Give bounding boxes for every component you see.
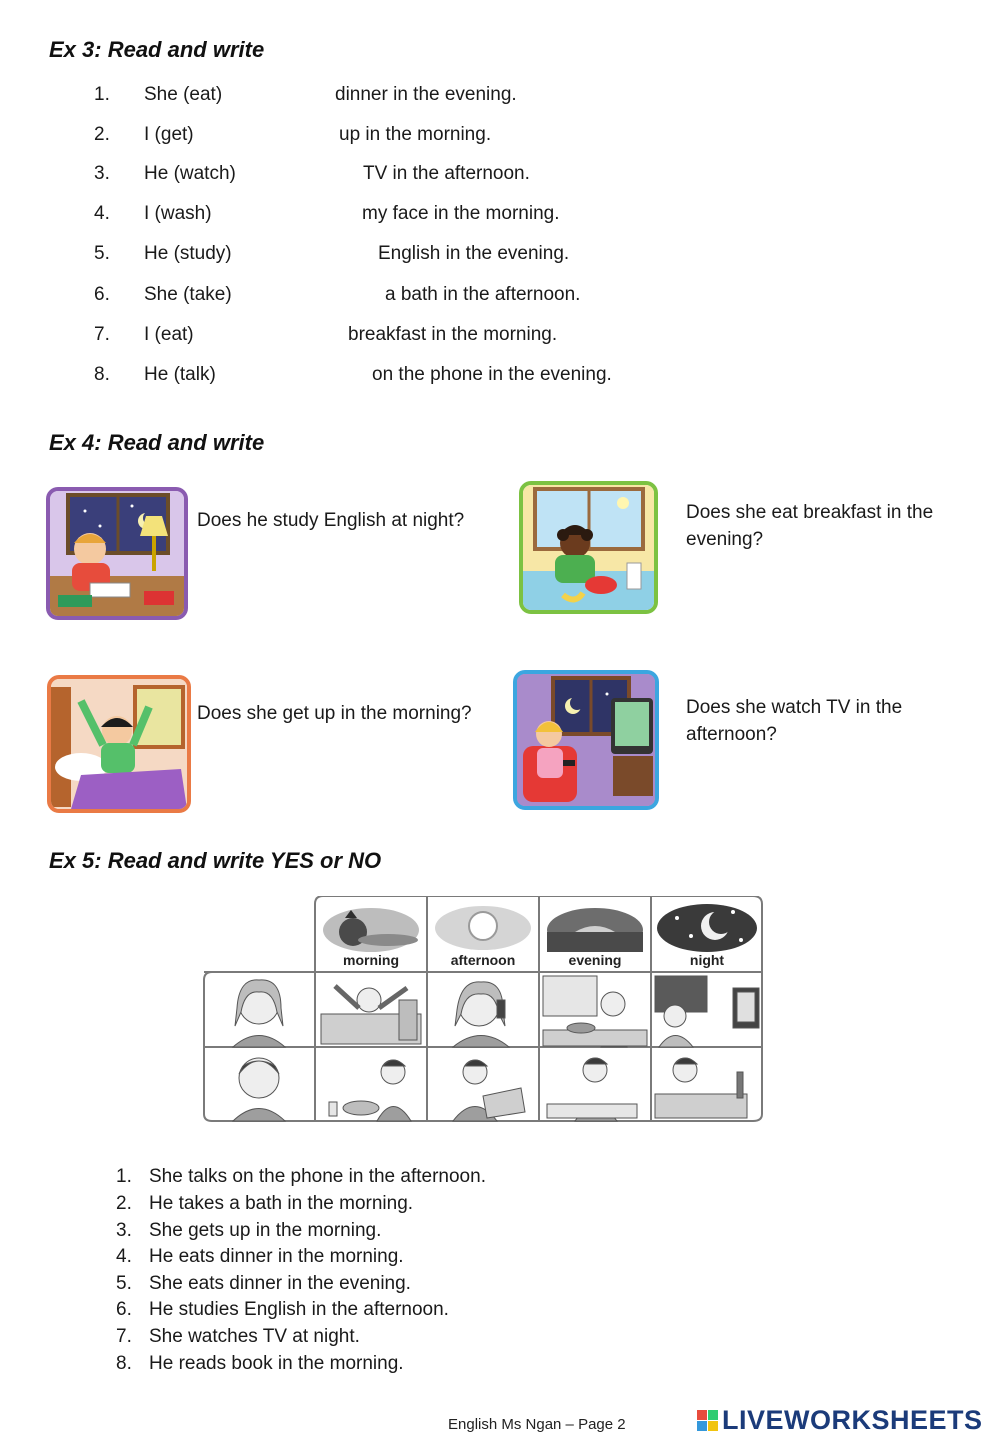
ex5-item-1: She talks on the phone in the afternoon. <box>149 1166 486 1187</box>
ex4-question-2 <box>686 499 933 553</box>
ex3-rest-4: my face in the morning. <box>362 203 560 224</box>
ex3-rest-5: English in the evening. <box>378 243 570 264</box>
ex3-title: Ex 3: Read and write <box>49 37 265 62</box>
ex5-item-4: He eats dinner in the morning. <box>149 1246 404 1267</box>
girl-watching-tv-picture <box>513 670 659 810</box>
ex5-num-3: 3. <box>116 1220 132 1241</box>
liveworksheets-logo-icon <box>697 1410 719 1434</box>
girl-getting-up-picture <box>47 675 191 813</box>
ex3-subject-5: He (study) <box>144 243 232 264</box>
ex5-num-2: 2. <box>116 1193 132 1214</box>
ex3-rest-7: breakfast in the morning. <box>348 324 558 345</box>
ex3-num-4: 4. <box>94 203 110 224</box>
ex4-q3-line1: Does she get up in the morning? <box>197 703 472 724</box>
ex5-num-1: 1. <box>116 1166 132 1187</box>
time-label-evening: evening <box>568 952 622 968</box>
ex4-title: Ex 4: Read and write <box>49 430 265 455</box>
ex3-num-1: 1. <box>94 84 110 105</box>
ex3-subject-8: He (talk) <box>144 364 216 385</box>
ex4-q1-line1: Does he study English at night? <box>197 510 465 531</box>
ex5-num-6: 6. <box>116 1299 132 1320</box>
girl-breakfast-picture <box>519 481 658 614</box>
ex3-rest-2: up in the morning. <box>339 124 492 145</box>
ex5-num-7: 7. <box>116 1326 132 1347</box>
ex4-q4-line2: afternoon? <box>686 724 777 745</box>
ex3-num-2: 2. <box>94 124 110 145</box>
ex5-item-6: He studies English in the afternoon. <box>149 1299 449 1320</box>
ex3-subject-4: I (wash) <box>144 203 212 224</box>
ex4-q2-line2: evening? <box>686 529 764 550</box>
ex5-num-4: 4. <box>116 1246 132 1267</box>
ex3-num-3: 3. <box>94 163 110 184</box>
ex5-item-5: She eats dinner in the evening. <box>149 1273 411 1294</box>
ex5-item-7: She watches TV at night. <box>149 1326 360 1347</box>
ex4-q4-line1: Does she watch TV in the <box>686 697 903 718</box>
ex4-question-3 <box>197 700 472 727</box>
ex5-title: Ex 5: Read and write YES or NO <box>49 848 382 873</box>
ex5-item-2: He takes a bath in the morning. <box>149 1193 414 1214</box>
ex3-subject-6: She (take) <box>144 284 232 305</box>
ex4-question-4 <box>686 694 902 748</box>
ex4-question-1 <box>197 507 464 534</box>
ex5-num-8: 8. <box>116 1353 132 1374</box>
time-label-night: night <box>689 952 725 968</box>
ex3-subject-2: I (get) <box>144 124 194 145</box>
ex3-num-6: 6. <box>94 284 110 305</box>
page-footer-label: English Ms Ngan – Page 2 <box>448 1416 626 1433</box>
ex3-rest-8: on the phone in the evening. <box>372 364 612 385</box>
ex3-num-7: 7. <box>94 324 110 345</box>
daily-schedule-grid <box>203 896 763 1122</box>
ex5-item-8: He reads book in the morning. <box>149 1353 404 1374</box>
ex4-q2-line1: Does she eat breakfast in the <box>686 502 934 523</box>
liveworksheets-brand: LIVEWORKSHEETS <box>722 1405 983 1435</box>
ex3-rest-1: dinner in the evening. <box>335 84 517 105</box>
ex3-num-8: 8. <box>94 364 110 385</box>
ex3-rest-3: TV in the afternoon. <box>363 163 530 184</box>
ex3-subject-1: She (eat) <box>144 84 223 105</box>
ex3-subject-3: He (watch) <box>144 163 236 184</box>
boy-studying-picture <box>46 487 188 620</box>
time-label-afternoon: afternoon <box>450 952 516 968</box>
ex5-num-5: 5. <box>116 1273 132 1294</box>
ex5-item-3: She gets up in the morning. <box>149 1220 382 1241</box>
time-label-morning: morning <box>343 952 399 968</box>
ex3-subject-7: I (eat) <box>144 324 194 345</box>
ex3-num-5: 5. <box>94 243 110 264</box>
ex3-rest-6: a bath in the afternoon. <box>385 284 581 305</box>
